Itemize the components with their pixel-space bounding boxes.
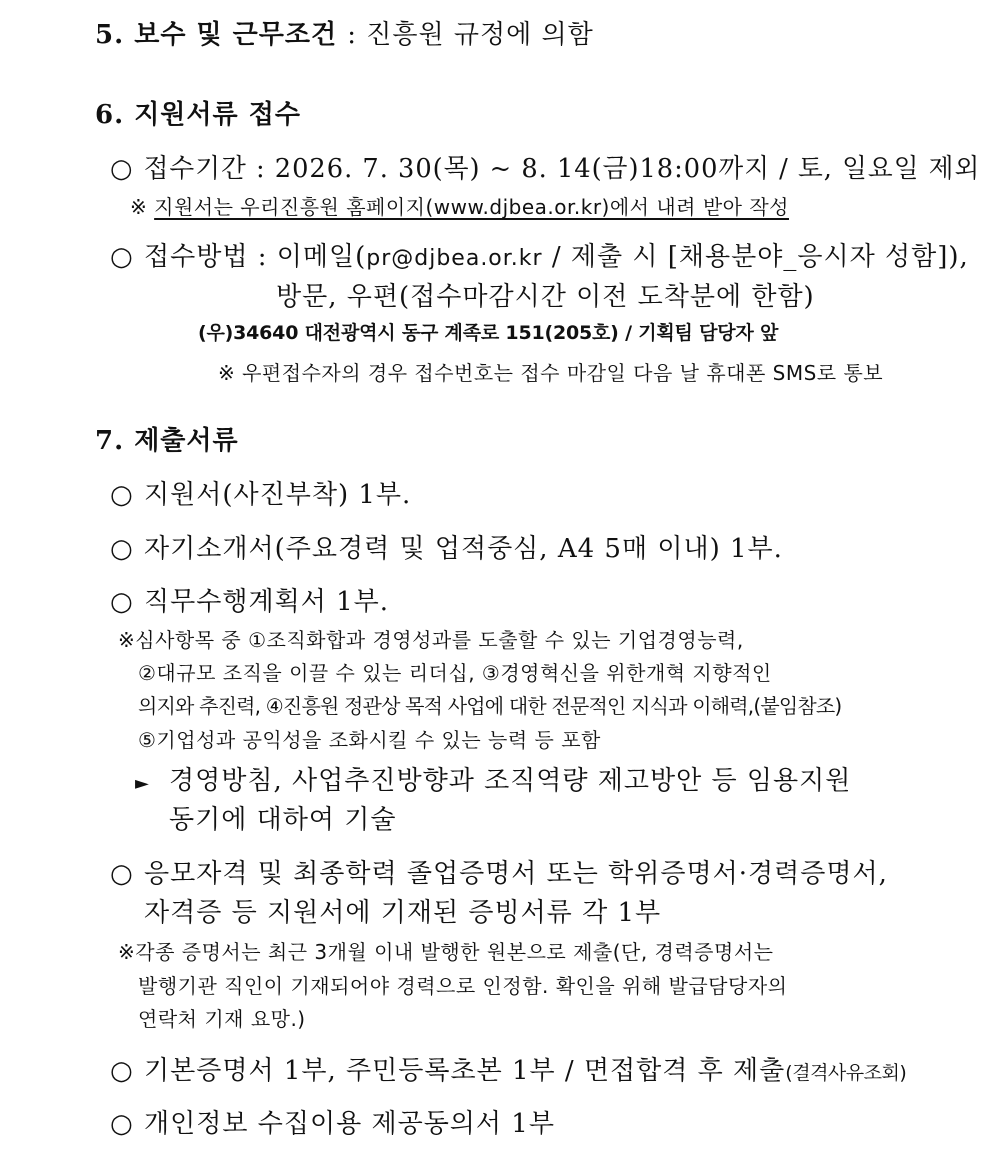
section-5-title: 보수 및 근무조건 xyxy=(134,20,338,50)
bullet-icon: ○ xyxy=(110,587,134,617)
bullet-icon: ○ xyxy=(110,154,134,184)
sms-note: ※ 우편접수자의 경우 접수번호는 접수 마감일 다음 날 휴대폰 SMS로 통보 xyxy=(218,361,884,385)
receipt-method-line2: 방문, 우편(접수마감시간 이전 도착분에 한함) xyxy=(276,282,815,312)
section-5-number: 5. xyxy=(95,20,125,50)
receipt-period-text: 접수기간 : 2026. 7. 30(목) ~ 8. 14(금)18:00까지 / 토, 일요일 제외 xyxy=(143,154,981,184)
review-note-line: ②대규모 조직을 이끌 수 있는 리더십, ③경영혁신을 위한개혁 지향적인 xyxy=(138,661,772,685)
privacy-consent-text: 개인정보 수집이용 제공동의서 1부 xyxy=(144,1109,555,1139)
bullet-icon: ○ xyxy=(110,1056,134,1086)
bullet-icon: ○ xyxy=(110,1109,134,1139)
list-item-text: 직무수행계획서 1부. xyxy=(144,587,389,617)
list-item-text: 지원서(사진부착) 1부. xyxy=(144,480,412,510)
application-form-note-text: 지원서는 우리진흥원 홈페이지(www.djbea.or.kr)에서 내려 받아 작성 xyxy=(154,195,789,219)
review-note-line: ※심사항목 중 ①조직화합과 경영성과를 도출할 수 있는 기업경영능력, xyxy=(118,628,744,652)
guidance-text-line2: 동기에 대하여 기술 xyxy=(169,805,397,835)
mailing-address: (우)34640 대전광역시 동구 계족로 151(205호) / 기획팀 담당자 앞 xyxy=(198,322,779,344)
certificate-note-line: 발행기관 직인이 기재되어야 경력으로 인정함. 확인을 위해 발급담당자의 xyxy=(138,974,788,998)
review-note-line: 의지와 추진력, ④진흥원 정관상 목적 사업에 대한 전문적인 지식과 이해력,(붙임참조) xyxy=(138,694,842,718)
basic-certificate-note: (결격사유조회) xyxy=(785,1062,907,1084)
receipt-period xyxy=(110,148,980,185)
bullet-icon: ○ xyxy=(110,242,134,272)
list-item-text: 자기소개서(주요경력 및 업적중심, A4 5매 이내) 1부. xyxy=(144,534,783,564)
bullet-icon: ○ xyxy=(110,480,134,510)
bullet-icon: ○ xyxy=(110,534,134,564)
list-item xyxy=(110,1050,906,1087)
receipt-method-text: / 제출 시 [채용분야_응시자 성함]), xyxy=(542,242,969,272)
qualification-text: 응모자격 및 최종학력 졸업증명서 또는 학위증명서·경력증명서, xyxy=(144,859,888,889)
note-mark: ※ xyxy=(130,195,148,219)
section-5-detail: : 진흥원 규정에 의함 xyxy=(347,20,594,50)
qualification-text-line2: 자격증 등 지원서에 기재된 증빙서류 각 1부 xyxy=(144,898,662,928)
email-link[interactable]: pr@djbea.or.kr xyxy=(366,246,543,271)
review-note-line: ⑤기업성과 공익성을 조화시킬 수 있는 능력 등 포함 xyxy=(138,728,601,752)
basic-certificate-text: 기본증명서 1부, 주민등록초본 1부 / 면접합격 후 제출 xyxy=(144,1056,786,1086)
section-5-heading xyxy=(95,14,594,51)
bullet-icon: ○ xyxy=(110,859,134,889)
list-item xyxy=(110,853,888,890)
guidance-arrow-item xyxy=(135,760,851,797)
list-item xyxy=(110,581,389,618)
certificate-note-line: 연락처 기재 요망.) xyxy=(138,1007,306,1031)
receipt-method xyxy=(110,236,969,273)
application-form-note xyxy=(130,191,789,220)
certificate-note-line: ※각종 증명서는 최근 3개월 이내 발행한 원본으로 제출(단, 경력증명서는 xyxy=(118,940,774,964)
arrow-right-icon: ► xyxy=(135,773,150,794)
list-item xyxy=(110,528,783,565)
guidance-text: 경영방침, 사업추진방향과 조직역량 제고방안 등 임용지원 xyxy=(169,766,852,796)
section-6-heading: 6. 지원서류 접수 xyxy=(95,100,301,130)
receipt-method-label: 접수방법 : 이메일( xyxy=(144,242,367,272)
section-7-heading: 7. 제출서류 xyxy=(95,426,239,456)
list-item xyxy=(110,1103,555,1140)
list-item xyxy=(110,474,411,511)
